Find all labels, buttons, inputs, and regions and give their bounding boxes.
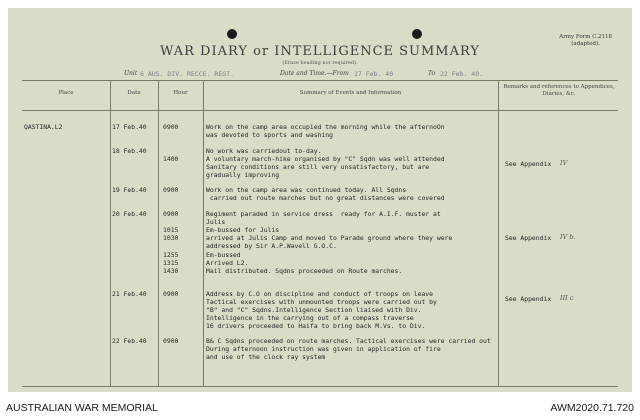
- entry-remark-handwritten: III c: [560, 294, 574, 302]
- entry-remark-handwritten: IV: [560, 159, 568, 167]
- entry-text: B& C Sqdns proceeded on route marches. Tactical exercises were carried out During afternoon instruction was given in application of fire and use of the clock ray system: [206, 337, 491, 361]
- column-header-remarks: Remarks and references to Appendices, Diaries, &c.: [503, 84, 615, 97]
- unit-label: Unit: [124, 70, 138, 77]
- entry-text: Work on the camp area occupied the morning while the afternoOn was devoted to sports and washing: [206, 123, 445, 139]
- punch-hole: [227, 29, 237, 39]
- entry-date: 21 Feb.40: [112, 290, 147, 298]
- archive-footer: [0, 392, 640, 420]
- entry-hour: 1255: [163, 251, 179, 259]
- date-label: Date and Time.—From: [280, 70, 349, 77]
- entry-remark: See Appendix: [505, 295, 552, 303]
- date-to: 22 Feb. 40.: [440, 70, 484, 78]
- entry-text: Arrived L2.: [206, 259, 249, 267]
- column-header-summary: Summary of Events and Information: [299, 90, 402, 96]
- entry-remark: See Appendix: [505, 160, 552, 168]
- table-top-rule: [22, 80, 618, 81]
- entry-date: 22 Feb.40: [112, 337, 147, 345]
- entry-hour: 0900: [163, 337, 179, 345]
- date-from: 17 Feb. 40: [354, 70, 394, 78]
- entry-text: No work was carriedout to-day.: [206, 147, 322, 155]
- column-divider: [203, 80, 204, 386]
- archive-reference: AWM2020.71.720: [550, 402, 634, 414]
- column-divider: [158, 80, 159, 386]
- to-label: To: [428, 70, 436, 77]
- column-divider: [498, 80, 499, 386]
- entry-hour: 1400: [163, 155, 179, 163]
- entry-hour: 0900: [163, 290, 179, 298]
- entry-hour: 1015: [163, 226, 179, 234]
- punch-hole: [412, 29, 422, 39]
- entry-text: Regiment paraded in service dress ready for A.I.F. muster at Julis: [206, 210, 441, 226]
- form-name: Army Form C.2118: [559, 34, 612, 40]
- entry-text: Mail distributed. Sqdns proceeded on Route marches.: [206, 267, 403, 275]
- entry-hour: 0900: [163, 210, 179, 218]
- entry-text: arrived at Julis Camp and moved to Parade ground where they were addressed by Sir A.P.Wavell G.O.C.: [206, 234, 453, 250]
- form-note: (adapted).: [571, 41, 600, 47]
- column-header-hour: Hour: [173, 90, 188, 96]
- page-subtitle: (Erase heading not required).: [282, 60, 358, 66]
- entry-hour: 1430: [163, 267, 179, 275]
- entry-hour: 0900: [163, 186, 179, 194]
- column-header-date: Date: [127, 90, 141, 96]
- entry-text: Work on the camp area was continued today. All Sqdns carried out route marches but no great distances were covered: [206, 186, 445, 202]
- archive-name: AUSTRALIAN WAR MEMORIAL: [6, 402, 158, 414]
- entry-text: A voluntary march-hike organised by "C" Sqdn was well attended Sanitary conditions are still very unsatisfactory, but are gradually improving: [206, 155, 445, 179]
- entry-text: Em-bussed for Julis: [206, 226, 280, 234]
- entry-place: QASTINA.L2: [24, 123, 63, 131]
- entry-remark-handwritten: IV b.: [560, 233, 576, 241]
- header-bottom-rule: [22, 110, 618, 111]
- diary-sheet: [8, 8, 632, 392]
- entry-date: 20 Feb.40: [112, 210, 147, 218]
- entry-text: Address by C.O on discipline and conduct of troops on leave Tactical exercises with unmounted troops were carried out by "B" and "C" Sqdns.Intelligence Section liaised with Div. Intelligence in the carrying out of a compass traverse 16 drivers proceeded to Haifa to bring back M.Vs. to Div.: [206, 290, 437, 330]
- entry-hour: 1315: [163, 259, 179, 267]
- column-divider: [110, 80, 111, 386]
- form-number: [559, 34, 612, 48]
- page-title: WAR DIARY or INTELLIGENCE SUMMARY: [160, 44, 480, 59]
- entry-date: 17 Feb.40: [112, 123, 147, 131]
- column-header-place: Place: [58, 90, 74, 96]
- entry-hour: 1030: [163, 234, 179, 242]
- table-bottom-rule: [22, 386, 618, 387]
- entry-hour: 0900: [163, 123, 179, 131]
- entry-date: 18 Feb.40: [112, 147, 147, 155]
- entry-date: 19 Feb.40: [112, 186, 147, 194]
- entry-remark: See Appendix: [505, 234, 552, 242]
- unit-value: 6 AUS. DIV. RECCE. REGT.: [140, 70, 234, 78]
- entry-text: Em-bussed: [206, 251, 241, 259]
